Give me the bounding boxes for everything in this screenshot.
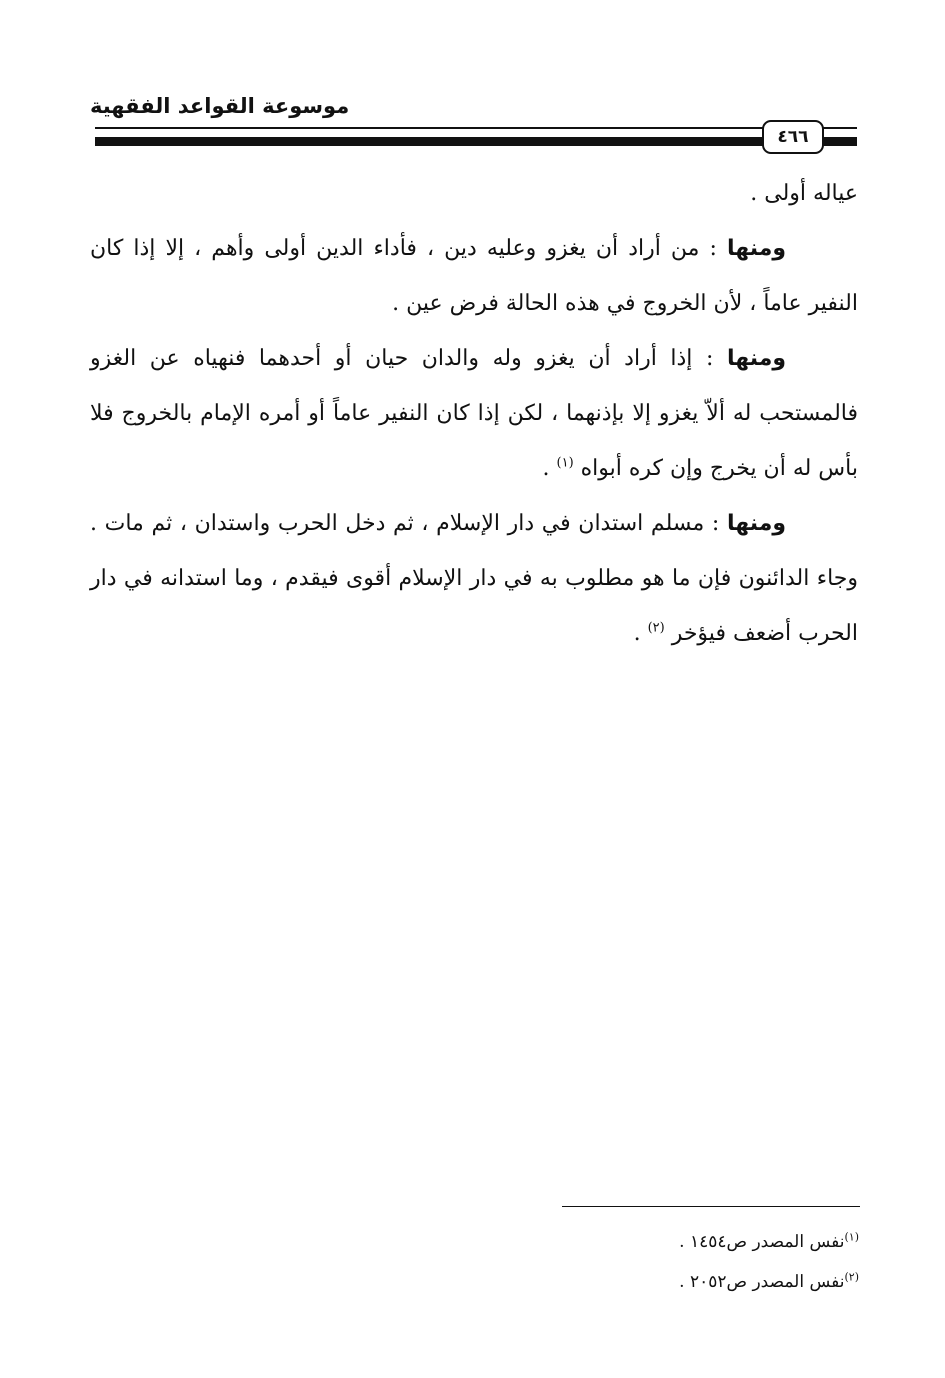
- footnotes: [679, 1222, 859, 1302]
- header-thick-rule: [95, 137, 857, 146]
- paragraph-text: : إذا أراد أن يغزو وله والدان حيان أو أحدهما فنهياه عن الغزو فالمستحب له ألاّ يغزو إلا بإذنهما ، لكن إذا كان النفير عاماً أو أمره الإمام بالخروج فلا بأس له أن يخرج وإن كره أبواه: [90, 346, 858, 481]
- footnote-item: [679, 1222, 859, 1262]
- paragraph-end: .: [542, 456, 557, 481]
- footnote-mark: (١): [844, 1230, 859, 1244]
- book-title: موسوعة القواعد الفقهية: [90, 94, 350, 118]
- page-number: ٤٦٦: [762, 120, 824, 154]
- main-text: [90, 166, 858, 661]
- paragraph-parents: [90, 331, 858, 496]
- footnote-ref: (٢): [647, 620, 665, 636]
- paragraph-debt: [90, 221, 858, 331]
- footnote-ref: (١): [556, 455, 574, 471]
- footnote-separator: [562, 1206, 860, 1207]
- paragraph-lead: ومنها: [726, 511, 787, 536]
- paragraph-text: : مسلم استدان في دار الإسلام ، ثم دخل الحرب واستدان ، ثم مات . وجاء الدائنون فإن ما هو مطلوب به في دار الإسلام أقوى فيقدم ، وما استدانه في دار الحرب أضعف فيؤخر: [90, 511, 858, 646]
- footnote-mark: (٢): [844, 1270, 859, 1284]
- footnote-text: نفس المصدر ص١٤٥٤ .: [679, 1232, 845, 1252]
- footnote-text: نفس المصدر ص٢٠٥٢ .: [679, 1272, 845, 1292]
- paragraph-end: .: [633, 621, 648, 646]
- paragraph-lead: ومنها: [726, 346, 786, 371]
- paragraph-creditors: [90, 496, 858, 661]
- paragraph-lead: ومنها: [726, 236, 786, 261]
- paragraph-continuation: عياله أولى .: [750, 181, 858, 206]
- header-thin-rule: [95, 127, 857, 129]
- paragraph-text: : من أراد أن يغزو وعليه دين ، فأداء الدين أولى وأهم ، إلا إذا كان النفير عاماً ، لأن الخروج في هذه الحالة فرض عين .: [90, 236, 858, 316]
- footnote-item: [679, 1262, 859, 1302]
